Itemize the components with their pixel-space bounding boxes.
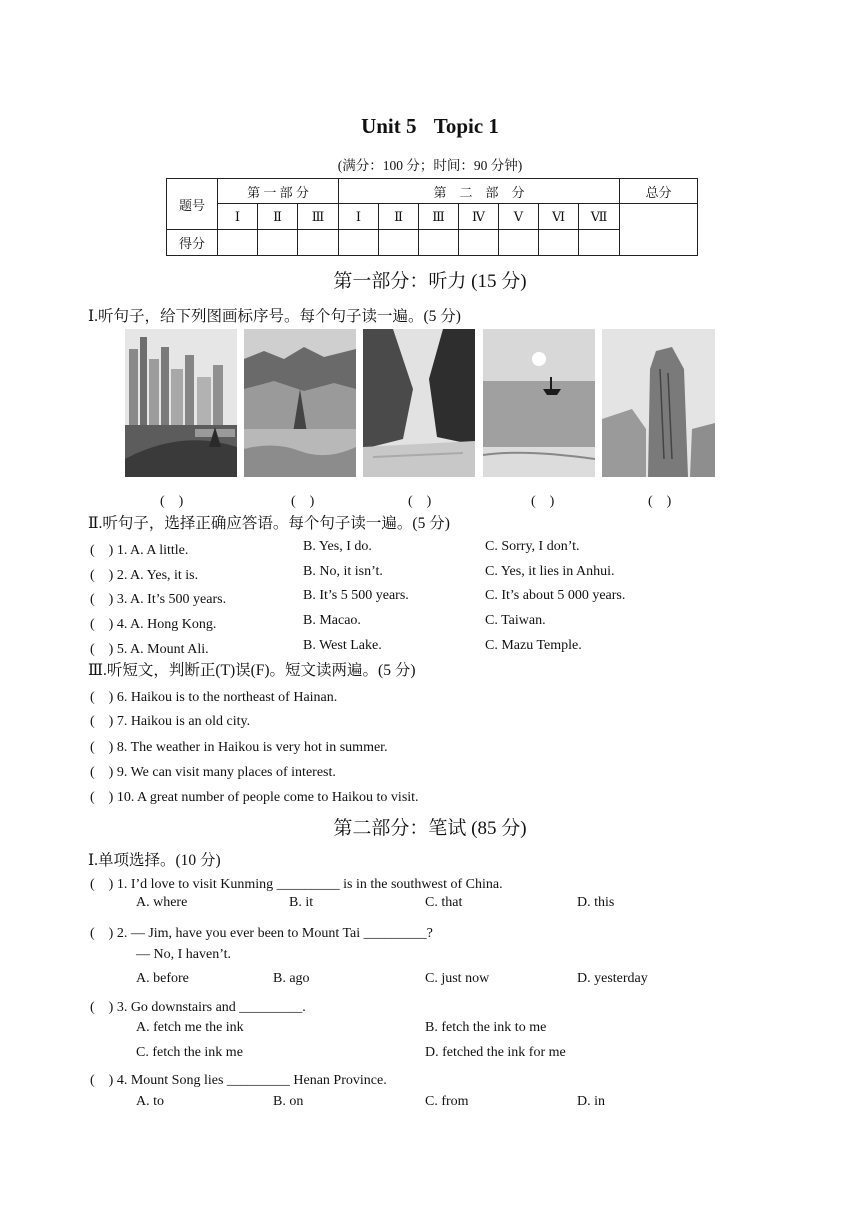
tf-q7: ( ) 7. Haikou is an old city. <box>90 714 251 729</box>
photo-strip <box>125 329 715 477</box>
mc-q4-b: B. on <box>273 1094 304 1109</box>
listening-q5-c: C. Mazu Temple. <box>485 638 582 653</box>
score-cell <box>379 230 419 256</box>
page-title <box>0 114 860 139</box>
score-table <box>166 178 698 256</box>
mc-q1-stem: ( ) 1. I’d love to visit Kunming _________ is in the southwest of China. <box>90 877 503 892</box>
score-part1-header: 第 一 部 分 <box>218 179 339 204</box>
mc-q2-b: B. ago <box>273 971 310 986</box>
score-label-defen: 得分 <box>167 230 218 256</box>
mc-q3-c: C. fetch the ink me <box>136 1045 243 1060</box>
photo-answer-blank[interactable]: ( ) <box>291 494 315 509</box>
tf-q9: ( ) 9. We can visit many places of interest. <box>90 765 336 780</box>
mc-q3-d: D. fetched the ink for me <box>425 1045 566 1060</box>
photo-answer-blank[interactable]: ( ) <box>408 494 432 509</box>
mc-q4-c: C. from <box>425 1094 469 1109</box>
photo-sunset-boat <box>483 329 595 477</box>
listening-q5-b: B. West Lake. <box>303 638 382 653</box>
mc-q4-stem: ( ) 4. Mount Song lies _________ Henan Province. <box>90 1073 387 1088</box>
photo-answer-blank[interactable]: ( ) <box>531 494 555 509</box>
section2-partI-heading: Ⅰ.单项选择。(10 分) <box>88 852 221 869</box>
photo-answer-blank[interactable]: ( ) <box>160 494 184 509</box>
score-cell <box>539 230 579 256</box>
mc-q3-stem: ( ) 3. Go downstairs and _________. <box>90 1000 306 1015</box>
listening-q4-b: B. Macao. <box>303 613 361 628</box>
score-col: Ⅰ <box>218 204 258 230</box>
score-cell <box>218 230 258 256</box>
tf-q8: ( ) 8. The weather in Haikou is very hot in summer. <box>90 740 388 755</box>
tf-q6: ( ) 6. Haikou is to the northeast of Hainan. <box>90 690 338 705</box>
score-col: Ⅲ <box>419 204 459 230</box>
listening-q1: ( ) 1. A. A little. <box>90 543 189 558</box>
listening-q1-c: C. Sorry, I don’t. <box>485 539 580 554</box>
title-unit: Unit 5 <box>361 114 417 138</box>
section1-partI-heading: Ⅰ.听句子，给下列图画标序号。每个句子读一遍。(5 分) <box>88 308 461 325</box>
score-col: Ⅲ <box>298 204 339 230</box>
score-col: Ⅱ <box>379 204 419 230</box>
mc-q1-c: C. that <box>425 895 463 910</box>
listening-q4: ( ) 4. A. Hong Kong. <box>90 617 217 632</box>
mc-q4-a: A. to <box>136 1094 164 1109</box>
section1-partII-heading: Ⅱ.听句子，选择正确应答语。每个句子读一遍。(5 分) <box>88 515 450 532</box>
mc-q2-d: D. yesterday <box>577 971 648 986</box>
score-cell <box>579 230 620 256</box>
section1-partIII-heading: Ⅲ.听短文，判断正(T)误(F)。短文读两遍。(5 分) <box>88 662 416 679</box>
listening-q2-c: C. Yes, it lies in Anhui. <box>485 564 615 579</box>
mc-q1-a: A. where <box>136 895 188 910</box>
score-cell <box>459 230 499 256</box>
mc-q2-reply: — No, I haven’t. <box>136 947 231 962</box>
listening-q2: ( ) 2. A. Yes, it is. <box>90 568 199 583</box>
score-cell <box>339 230 379 256</box>
photo-answer-blank[interactable]: ( ) <box>648 494 672 509</box>
tf-q10: ( ) 10. A great number of people come to Haikou to visit. <box>90 790 419 805</box>
exam-meta: (满分：100 分；时间：90 分钟) <box>337 158 523 173</box>
score-cell <box>298 230 339 256</box>
mc-q2-c: C. just now <box>425 971 490 986</box>
score-col: Ⅱ <box>258 204 298 230</box>
listening-q3: ( ) 3. A. It’s 500 years. <box>90 592 227 607</box>
section1-heading: 第一部分：听力 (15 分) <box>333 271 527 292</box>
score-cell <box>419 230 459 256</box>
score-col: Ⅵ <box>539 204 579 230</box>
score-cell <box>499 230 539 256</box>
mc-q1-d: D. this <box>577 895 615 910</box>
listening-q3-b: B. It’s 5 500 years. <box>303 588 409 603</box>
score-col: Ⅳ <box>459 204 499 230</box>
listening-q4-c: C. Taiwan. <box>485 613 546 628</box>
score-label-tihao: 题号 <box>167 179 218 230</box>
score-col: Ⅴ <box>499 204 539 230</box>
score-total-cell <box>620 204 698 256</box>
mc-q2-a: A. before <box>136 971 189 986</box>
score-total-header: 总分 <box>620 179 698 204</box>
score-part2-header: 第 二 部 分 <box>339 179 620 204</box>
mc-q3-a: A. fetch me the ink <box>136 1020 244 1035</box>
score-col: Ⅶ <box>579 204 620 230</box>
listening-q2-b: B. No, it isn’t. <box>303 564 383 579</box>
photo-rock-pagoda <box>244 329 356 477</box>
photo-stone-pillar <box>602 329 715 477</box>
score-cell <box>258 230 298 256</box>
mc-q1-b: B. it <box>289 895 314 910</box>
listening-q1-b: B. Yes, I do. <box>303 539 372 554</box>
listening-q3-c: C. It’s about 5 000 years. <box>485 588 626 603</box>
photo-city-skyline <box>125 329 237 477</box>
photo-gorge-river <box>363 329 475 477</box>
title-topic: Topic 1 <box>433 114 499 138</box>
score-col: Ⅰ <box>339 204 379 230</box>
listening-q5: ( ) 5. A. Mount Ali. <box>90 642 209 657</box>
mc-q4-d: D. in <box>577 1094 605 1109</box>
mc-q2-stem: ( ) 2. — Jim, have you ever been to Mount Tai _________? <box>90 926 433 941</box>
section2-heading: 第二部分：笔试 (85 分) <box>333 818 527 839</box>
mc-q3-b: B. fetch the ink to me <box>425 1020 547 1035</box>
